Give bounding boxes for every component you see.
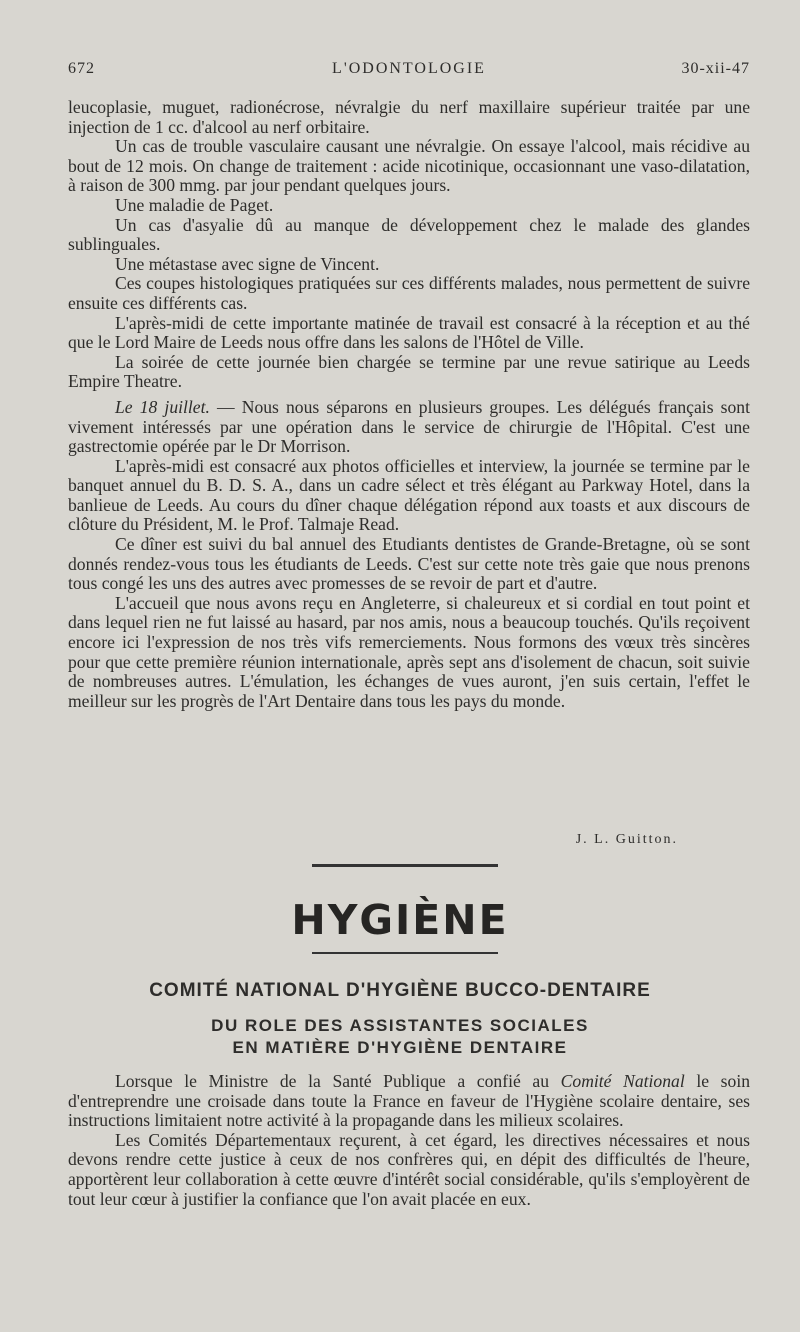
paragraph: L'après-midi est consacré aux photos officielles et interview, la journée se termine par le banquet annuel du B. D. S. A., dans un cadre sélect et très élégant au Parkway Hotel, dans la banlieue de Leeds. Au cours du dîner chaque délégation répond aux toasts et aux discours de clôture du Président, M. le Prof. Talmaje Read.: [68, 455, 750, 535]
paragraph-text: le soin d'entreprendre une croisade dans toute la France en faveur de l'Hygiène scolaire dentaire, ses instructions limitaient notre activité à la propagande dans les milieux scolaires.: [68, 1071, 750, 1131]
divider-rule: [312, 952, 498, 954]
paragraph: La soirée de cette journée bien chargée se termine par une revue satirique au Leeds Empire Theatre.: [68, 351, 750, 392]
italic-text: Comité National: [560, 1071, 685, 1091]
paragraph: leucoplasie, muguet, radionécrose, névralgie du nerf maxillaire supérieur traitée par une injection de 1 cc. d'alcool au nerf orbitaire.: [68, 97, 750, 137]
paragraph: L'après-midi de cette importante matinée de travail est consacré à la réception et au thé que le Lord Maire de Leeds nous offre dans les salons de l'Hôtel de Ville.: [68, 312, 750, 353]
paragraph: Ce dîner est suivi du bal annuel des Etudiants dentistes de Grande-Bretagne, où se sont donnés rendez-vous tous les étudiants de Leeds. C'est sur cette note très gaie que nous prenons tous congé les uns des autres avec promesses de se revoir de part et d'autre.: [68, 534, 750, 594]
paragraph: [68, 1072, 750, 1131]
paragraph-text: Nous nous séparons en plusieurs groupes. Les délégués français sont vivement intéressés par une opération dans le service de chirurgie de l'Hôpital. C'est une gastrectomie opérée par le Dr Morrison.: [68, 396, 750, 457]
divider-rule: [312, 864, 498, 867]
paragraph: Un cas de trouble vasculaire causant une névralgie. On essaye l'alcool, mais récidive au bout de 12 mois. On change de traitement : acide nicotinique, occasionnant une vaso-dilatation, à raison de 300 mmg. par jour pendant quelques jours.: [68, 136, 750, 196]
issue-date: 30-xii-47: [681, 60, 750, 77]
article-text: [68, 98, 750, 711]
paragraph-text: Lorsque le Ministre de la Santé Publique a confié au: [115, 1071, 561, 1091]
paragraph: Une maladie de Paget.: [115, 194, 274, 215]
dated-paragraph: [68, 398, 750, 457]
paragraph: Ces coupes histologiques pratiquées sur ces différents malades, nous permettent de suivre ensuite ces différents cas.: [68, 273, 750, 313]
date-lead: Le 18 juillet.: [115, 396, 210, 417]
page-number: 672: [68, 60, 95, 77]
paragraph: Un cas d'asyalie dû au manque de développement chez le malade des glandes sublinguales.: [68, 214, 750, 255]
section-heading: COMITÉ NATIONAL D'HYGIÈNE BUCCO-DENTAIRE: [149, 980, 651, 1001]
running-header: [68, 60, 750, 82]
subheading-line-1: DU ROLE DES ASSISTANTES SOCIALES: [211, 1016, 589, 1035]
section-text: [68, 1072, 750, 1209]
section-title: HYGIÈNE: [291, 896, 509, 944]
subheading-line-2: EN MATIÈRE D'HYGIÈNE DENTAIRE: [232, 1038, 568, 1057]
paragraph: Les Comités Départementaux reçurent, à cet égard, les directives nécessaires et nous devons rendre cette justice à ceux de nos confrères qui, en dépit des difficultés de l'heure, apportèrent leur collaboration à cette œuvre d'intérêt social considérable, qu'ils s'employèrent de tout leur cœur à justifier la confiance que l'on avait placée en eux.: [68, 1129, 750, 1209]
author-signature: J. L. Guitton.: [575, 832, 678, 847]
paragraph: L'accueil que nous avons reçu en Angleterre, si chaleureux et si cordial en tout point et dans lequel rien ne fut laissé au hasard, par nos amis, nous a beaucoup touchés. Qu'ils reçoivent encore ici l'expression de nos très vifs remerciements. Nous formons des vœux très sincères pour que cette première réunion internationale, après sept ans d'isolement de chacun, soit suivie de nombreuses autres. L'émulation, les échanges de vues auront, j'en suis certain, l'effet le meilleur sur les progrès de l'Art Dentaire dans tous les pays du monde.: [68, 592, 750, 711]
paragraph: Une métastase avec signe de Vincent.: [115, 253, 380, 274]
dash: —: [209, 396, 242, 417]
journal-title: L'ODONTOLOGIE: [332, 60, 486, 77]
